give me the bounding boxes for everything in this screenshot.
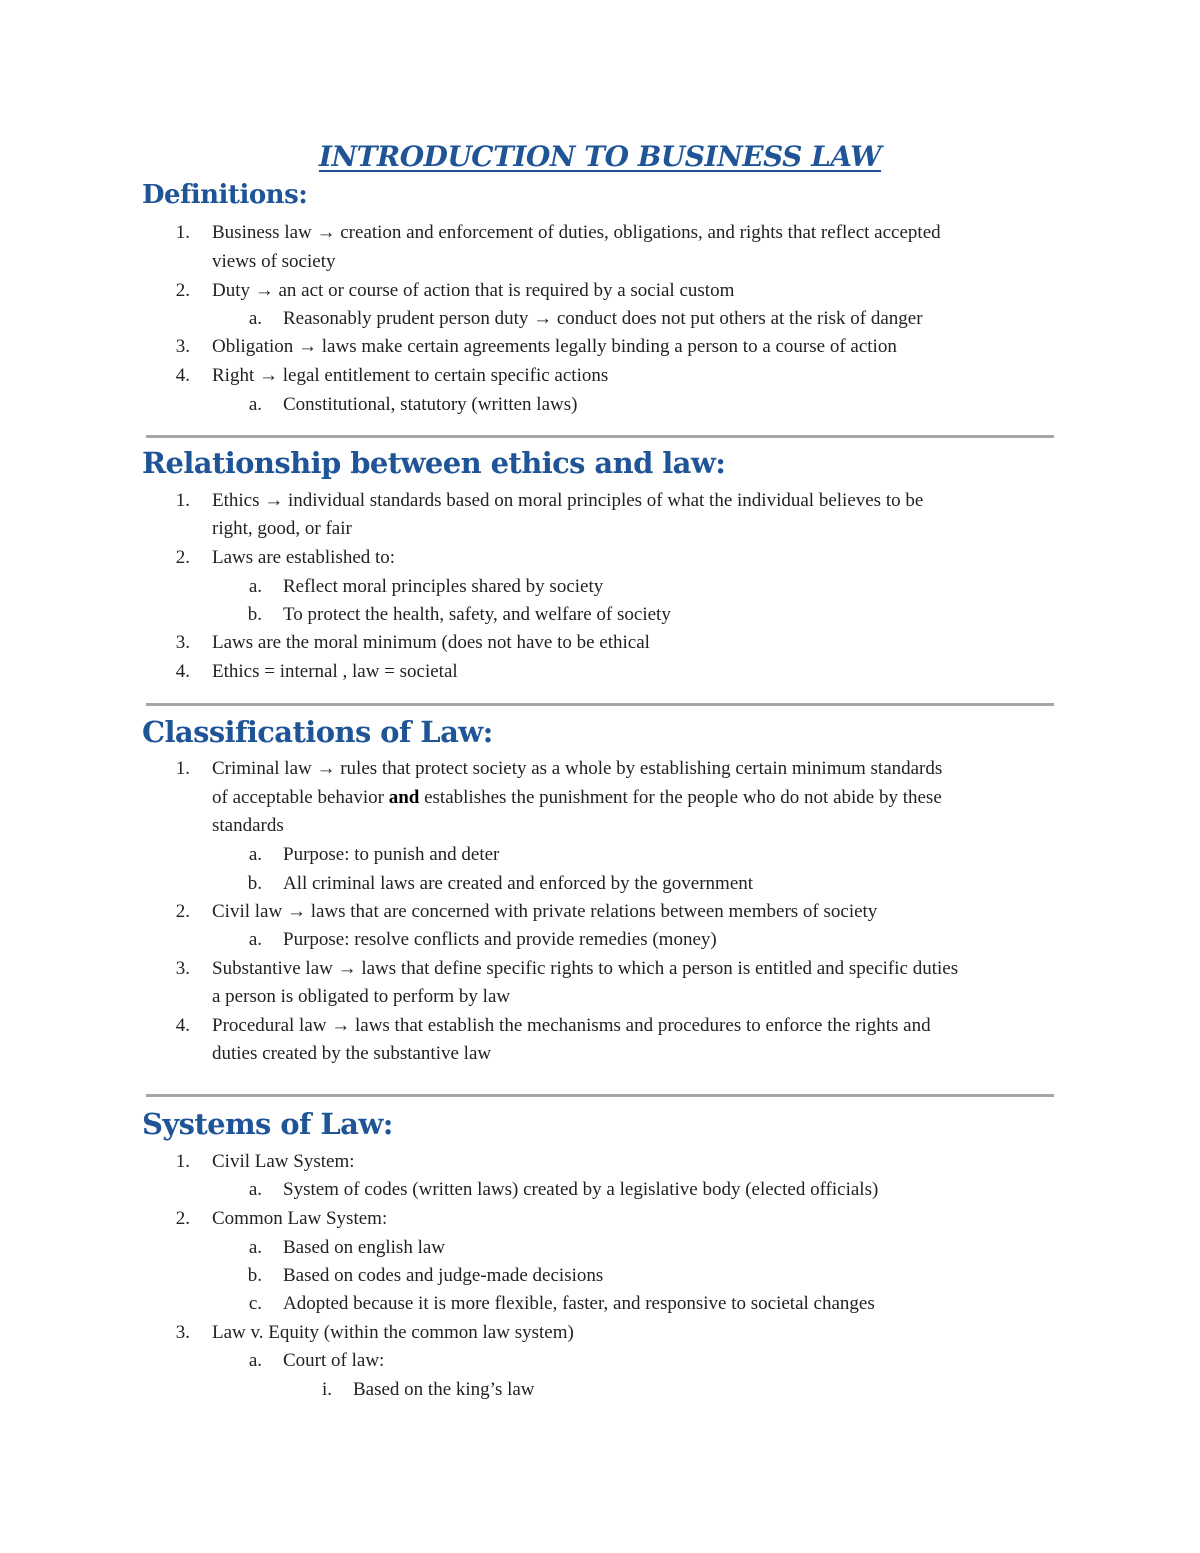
list-marker: 4. [175, 1015, 190, 1036]
list-text: Substantive law → laws that define specific rights to which a person is entitled and specific duties [212, 958, 959, 979]
list-marker: 1. [175, 1151, 190, 1172]
section-divider [146, 435, 1054, 438]
list-text: All criminal laws are created and enforced by the government [283, 873, 754, 894]
heading-classifications-of-law: Classifications of Law: [142, 715, 493, 749]
list-text: Based on english law [283, 1237, 446, 1258]
list-text: Adopted because it is more flexible, faster, and responsive to societal changes [283, 1293, 875, 1314]
list-marker: b. [247, 604, 262, 625]
list-marker: b. [247, 873, 262, 894]
list-text-after: establishes the punishment for the people who do not abide by these [419, 787, 942, 808]
list-marker: a. [248, 929, 262, 950]
list-text [212, 784, 942, 812]
list-marker: 2. [175, 1208, 190, 1229]
list-text: To protect the health, safety, and welfare of society [283, 604, 671, 625]
list-text: Common Law System: [212, 1208, 388, 1229]
list-marker: 4. [175, 365, 190, 386]
list-marker: 2. [175, 901, 190, 922]
list-text: Ethics → individual standards based on moral principles of what the individual believes to be [212, 490, 924, 511]
list-text: Civil law → laws that are concerned with private relations between members of society [212, 901, 878, 922]
list-text: Right → legal entitlement to certain specific actions [212, 365, 609, 386]
list-text: standards [212, 815, 284, 836]
list-text: System of codes (written laws) created by a legislative body (elected officials) [283, 1179, 879, 1200]
list-marker: 2. [175, 547, 190, 568]
heading-definitions: Definitions: [142, 180, 308, 210]
section-divider [146, 703, 1054, 706]
list-marker: a. [248, 844, 262, 865]
list-marker: 3. [175, 336, 190, 357]
bold-word: and [388, 787, 420, 808]
list-marker: a. [248, 1350, 262, 1371]
list-text: Procedural law → laws that establish the mechanisms and procedures to enforce the rights and [212, 1015, 931, 1036]
list-marker: a. [248, 1179, 262, 1200]
list-text: Civil Law System: [212, 1151, 355, 1172]
list-marker: i. [321, 1379, 332, 1400]
list-text: Reflect moral principles shared by society [283, 576, 604, 597]
list-marker: a. [248, 308, 262, 329]
list-text: Obligation → laws make certain agreements legally binding a person to a course of action [212, 336, 897, 357]
list-marker: 4. [175, 661, 190, 682]
list-text: Purpose: to punish and deter [283, 844, 500, 865]
list-text: Ethics = internal , law = societal [212, 661, 458, 682]
list-text: Purpose: resolve conflicts and provide remedies (money) [283, 929, 717, 950]
list-marker: a. [248, 576, 262, 597]
list-text: Based on codes and judge-made decisions [283, 1265, 604, 1286]
list-text: duties created by the substantive law [212, 1043, 492, 1064]
list-marker: c. [248, 1293, 262, 1314]
heading-systems-of-law: Systems of Law: [142, 1107, 393, 1141]
list-text: Laws are established to: [212, 547, 396, 568]
list-text: views of society [212, 251, 336, 272]
list-text: Criminal law → rules that protect society as a whole by establishing certain minimum standards [212, 758, 943, 779]
list-text: Constitutional, statutory (written laws) [283, 394, 578, 415]
list-marker: 3. [175, 632, 190, 653]
list-marker: b. [247, 1265, 262, 1286]
list-marker: a. [248, 394, 262, 415]
list-marker: a. [248, 1237, 262, 1258]
list-text: a person is obligated to perform by law [212, 986, 511, 1007]
list-text-before: of acceptable behavior [212, 787, 389, 808]
list-text: Law v. Equity (within the common law system) [212, 1322, 574, 1343]
list-marker: 2. [175, 280, 190, 301]
document-title: INTRODUCTION TO BUSINESS LAW [318, 140, 882, 173]
list-text: right, good, or fair [212, 518, 352, 539]
section-divider [146, 1094, 1054, 1097]
heading-ethics-and-law: Relationship between ethics and law: [142, 446, 726, 480]
list-marker: 3. [175, 1322, 190, 1343]
list-marker: 1. [175, 490, 190, 511]
list-text: Based on the king’s law [353, 1379, 535, 1400]
list-marker: 1. [175, 222, 190, 243]
list-text: Laws are the moral minimum (does not have to be ethical [212, 632, 650, 653]
list-marker: 1. [175, 758, 190, 779]
list-marker: 3. [175, 958, 190, 979]
list-text: Business law → creation and enforcement of duties, obligations, and rights that reflect accepted [212, 222, 941, 243]
list-text: Duty → an act or course of action that is required by a social custom [212, 280, 735, 301]
list-text: Court of law: [283, 1350, 385, 1371]
list-text: Reasonably prudent person duty → conduct does not put others at the risk of danger [283, 308, 923, 329]
